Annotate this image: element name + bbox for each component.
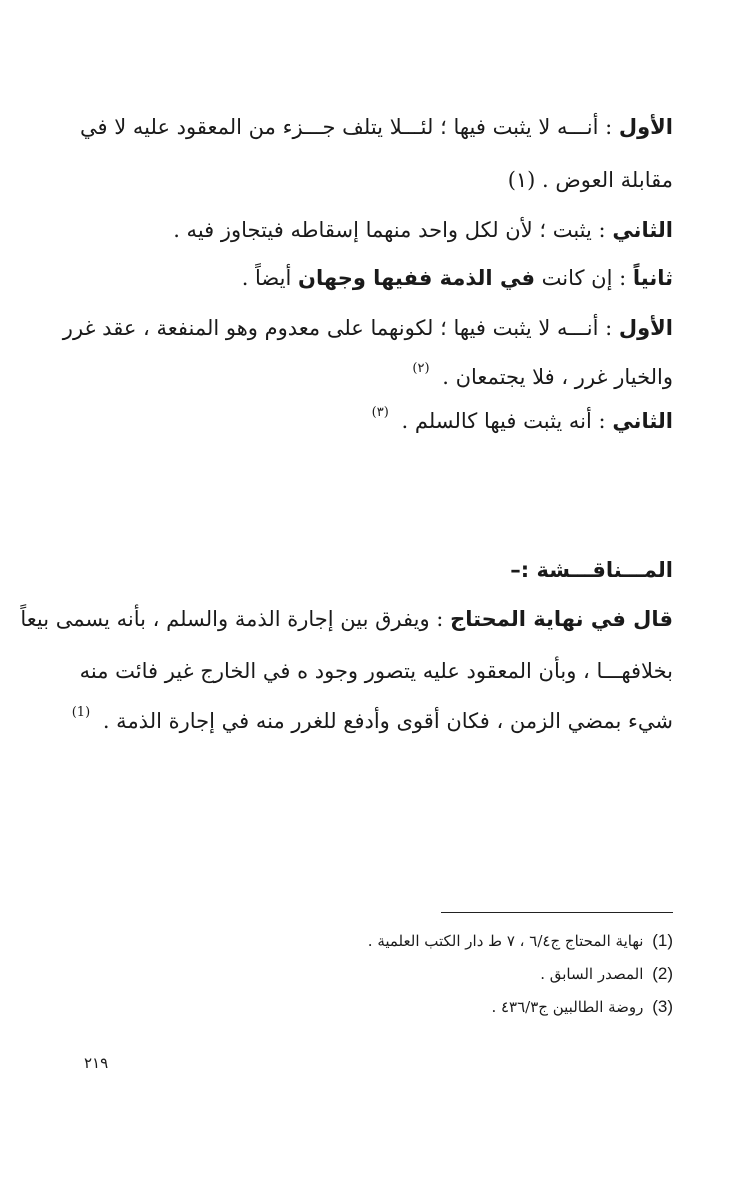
footnote-text: روضة الطالبين ج٤٣٦/٣ . — [491, 998, 644, 1016]
paragraph-line — [242, 263, 673, 293]
footnote — [491, 995, 673, 1019]
footnote-text: نهاية المحتاج ج٦/٤ ، ٧ ط دار الكتب العلمية . — [367, 932, 644, 950]
term-label: الثاني — [612, 218, 673, 242]
section-heading: المـــناقـــشة :– — [510, 558, 673, 582]
paragraph-line — [82, 112, 673, 142]
term-label: الأول — [618, 316, 673, 340]
line-text: : أنه يثبت فيها كالسلم . — [401, 409, 606, 433]
footnote-number: (2) — [652, 964, 673, 983]
term-label: الأول — [618, 115, 673, 139]
page-number: ٢١٩ — [84, 1054, 109, 1072]
paragraph-line — [372, 406, 673, 440]
bold-phrase: في الذمة ففيها وجهان — [298, 266, 535, 290]
line-text: : يثبت ؛ لأن لكل واحد منهما إسقاطه فيتجاوز فيه . — [173, 218, 606, 242]
footnote-number: (1) — [652, 931, 673, 950]
line-text: : أنـــه لا يثبت فيها ؛ لئـــلا يتلف جـــزء من المعقود عليه لا في — [80, 115, 613, 139]
paragraph-line — [412, 362, 673, 396]
footnote-text: المصدر السابق . — [540, 965, 644, 983]
footnote — [368, 929, 673, 953]
line-text: : إن كانت — [541, 266, 627, 290]
term-label: الثاني — [612, 409, 673, 433]
line-text: بخلافهـــا ، وبأن المعقود عليه يتصور وجود ه في الخارج غير فائت منه — [79, 659, 673, 683]
line-text: مقابلة العوض . (١) — [507, 168, 673, 192]
paragraph-line — [79, 656, 673, 686]
line-text: شيء بمضي الزمن ، فكان أقوى وأدفع للغرر منه في إجارة الذمة . — [102, 709, 673, 733]
footnote-number: (3) — [652, 997, 673, 1016]
footnote-ref: (٣) — [371, 405, 389, 420]
footnote-ref: (1) — [71, 705, 91, 720]
paragraph-line — [72, 706, 673, 740]
term-label: ثانياً — [632, 266, 673, 290]
line-text: : أنـــه لا يثبت فيها ؛ لكونهما على معدوم وهو المنفعة ، عقد غرر — [62, 316, 613, 340]
footnote-ref: (٢) — [412, 361, 430, 376]
paragraph-line — [62, 313, 673, 343]
line-text: والخيار غرر ، فلا يجتمعان . — [442, 365, 673, 389]
paragraph-line — [20, 604, 673, 634]
paragraph-line — [508, 165, 673, 195]
footnote-separator — [441, 912, 673, 913]
line-text: أيضاً . — [241, 266, 292, 290]
footnote — [540, 962, 673, 986]
term-label: قال في نهاية المحتاج — [450, 607, 673, 631]
paragraph-line — [173, 215, 673, 245]
line-text: : ويفرق بين إجارة الذمة والسلم ، بأنه يسمى بيعاً — [20, 607, 444, 631]
